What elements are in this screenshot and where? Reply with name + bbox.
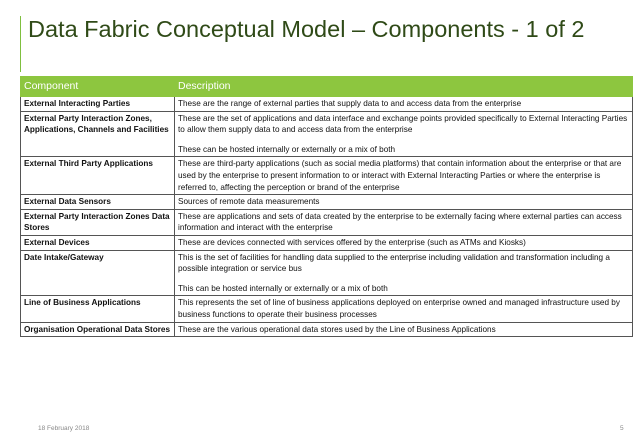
component-name: Organisation Operational Data Stores: [21, 322, 175, 337]
component-description: [175, 235, 633, 250]
component-name: External Interacting Parties: [21, 97, 175, 112]
component-name: External Third Party Applications: [21, 157, 175, 195]
component-name: External Party Interaction Zones, Applications, Channels and Facilities: [21, 111, 175, 157]
table-row: [21, 322, 633, 337]
table-header-row: [21, 77, 633, 97]
component-description: [175, 250, 633, 296]
component-name: External Devices: [21, 235, 175, 250]
table-row: [21, 157, 633, 195]
table-row: [21, 111, 633, 157]
component-name: External Party Interaction Zones Data Stores: [21, 209, 175, 235]
components-table: [20, 76, 633, 337]
slide-title: Data Fabric Conceptual Model – Components - 1 of 2: [28, 16, 585, 42]
description-paragraph: These are applications and sets of data created by the enterprise to be externally facing where external parties can access information and interact with the enterprise: [178, 211, 622, 233]
title-accent-bar: [20, 16, 21, 72]
table-row: [21, 209, 633, 235]
table-row: [21, 195, 633, 210]
description-paragraph: These are the various operational data stores used by the Line of Business Applications: [178, 324, 496, 334]
description-paragraph: This is the set of facilities for handling data supplied to the enterprise including validation and transformation including a possible integration or service bus: [178, 252, 610, 274]
table-row: [21, 296, 633, 322]
header-description: Description: [175, 77, 633, 97]
component-description: [175, 296, 633, 322]
description-paragraph: These are third-party applications (such as social media platforms) that contain information about the enterprise or that are used by the enterprise to present information to or interact with External Interacting Parties or where the enterprise is referred to, affecting the perception or brand of the enterprise: [178, 159, 622, 192]
table-row: [21, 250, 633, 296]
component-description: [175, 195, 633, 210]
description-paragraph: These are devices connected with services offered by the enterprise (such as ATMs and Kiosks): [178, 237, 526, 247]
description-paragraph: These can be hosted internally or externally or a mix of both: [178, 144, 396, 154]
description-paragraph: This represents the set of line of business applications deployed on enterprise owned and managed infrastructure used by business functions to operate their business processes: [178, 298, 620, 319]
component-name: Line of Business Applications: [21, 296, 175, 322]
description-paragraph: Sources of remote data measurements: [178, 197, 320, 207]
table-row: [21, 235, 633, 250]
paragraph-gap: [178, 275, 629, 283]
component-description: [175, 111, 633, 157]
component-name: External Data Sensors: [21, 195, 175, 210]
component-description: [175, 209, 633, 235]
footer-date: 18 February 2018: [38, 425, 90, 432]
component-description: [175, 97, 633, 112]
description-paragraph: This can be hosted internally or externally or a mix of both: [178, 283, 388, 293]
component-description: [175, 157, 633, 195]
header-component: Component: [21, 77, 175, 97]
component-name: Date Intake/Gateway: [21, 250, 175, 296]
description-paragraph: These are the set of applications and data interface and exchange points provided specifically to External Interacting Parties to allow them supply data to and access data from the enterprise: [178, 113, 628, 135]
paragraph-gap: [178, 136, 629, 144]
description-paragraph: These are the range of external parties that supply data to and access data from the enterprise: [178, 99, 522, 108]
component-description: [175, 322, 633, 337]
page-number: 5: [620, 425, 624, 432]
table-row: [21, 97, 633, 112]
